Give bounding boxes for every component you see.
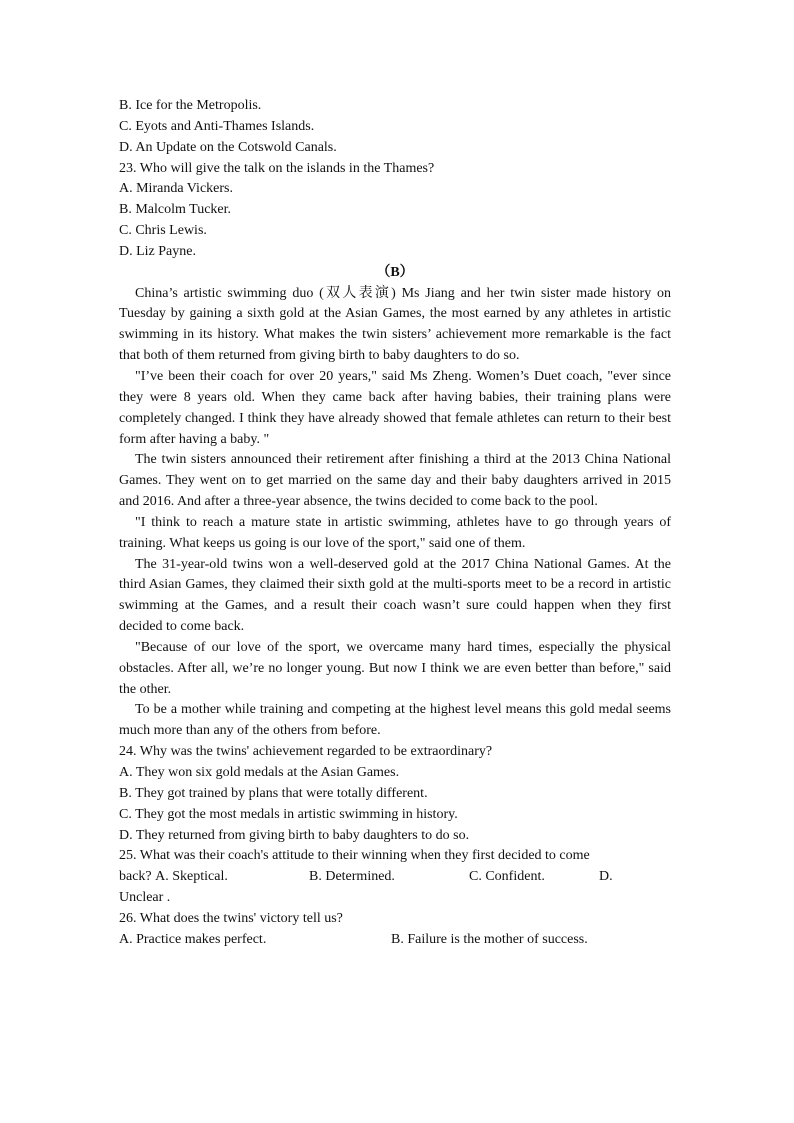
q24-option-c: C. They got the most medals in artistic swimming in history. — [119, 806, 458, 822]
passage-paragraph: To be a mother while training and competing at the highest level means this gold medal seems much more than any of the others from before. — [119, 702, 671, 739]
passage-paragraph: "Because of our love of the sport, we overcame many hard times, especially the physical obstacles. After all, we’re no longer young. But now I think we are even better than before," said the other. — [119, 639, 671, 697]
q22-option-b: B. Ice for the Metropolis. — [119, 98, 262, 113]
passage-paragraph: The twin sisters announced their retirement after finishing a third at the 2013 China National Games. They went on to get married on the same day and their baby daughters arrived in 2015 and 2016. And after a three-year absence, the twins decided to come back to the pool. — [119, 452, 671, 510]
q26-option-a: A. Practice makes perfect. — [119, 931, 267, 947]
q22-option-d: D. An Update on the Cotswold Canals. — [119, 139, 337, 155]
passage-paragraph: The 31-year-old twins won a well-deserved gold at the 2017 China National Games. At the third Asian Games, they claimed their sixth gold at the multi-sports meet to be a record in artistic swimming at the Games, and a result their coach wasn’t sure could happen when they first decided to come back. — [119, 556, 671, 635]
passage-paragraph: "I’ve been their coach for over 20 years," said Ms Zheng. Women’s Duet coach, "ever since they were 8 years old. When they came back after having babies, their training plans were completely changed. I think they have already showed that female athletes can return to their best form after having a baby. " — [119, 368, 671, 447]
q23-option-a: A. Miranda Vickers. — [119, 181, 233, 197]
q25-option-c: C. Confident. — [469, 869, 545, 885]
q26-question: 26. What does the twins' victory tell us? — [119, 910, 343, 926]
q25-option-d-text: Unclear . — [119, 890, 171, 906]
q25-options-row — [119, 867, 671, 888]
document-content — [119, 96, 671, 951]
q24-option-d: D. They returned from giving birth to baby daughters to do so. — [119, 827, 470, 843]
q24-option-b: B. They got trained by plans that were totally different. — [119, 785, 428, 801]
q24-question: 24. Why was the twins' achievement regarded to be extraordinary? — [119, 744, 493, 760]
q23-option-c: C. Chris Lewis. — [119, 223, 207, 239]
passage-paragraph: China’s artistic swimming duo (双人表演) Ms Jiang and her twin sister made history on Tuesday by gaining a sixth gold at the Asian Games, the most earned by any athletes in artistic swimming in its history. What makes the twin sisters’ achievement more remarkable is the fact that both of them returned from giving birth to baby daughters to do so. — [119, 285, 671, 364]
q23-option-d: D. Liz Payne. — [119, 243, 196, 259]
section-title: （B） — [376, 264, 414, 280]
q24-option-a: A. They won six gold medals at the Asian Games. — [119, 765, 400, 780]
q26-option-b: B. Failure is the mother of success. — [391, 931, 588, 947]
q26-options-row — [119, 930, 671, 951]
q23-option-b: B. Malcolm Tucker. — [119, 202, 232, 218]
q25-option-d: D. — [599, 869, 613, 885]
passage-paragraph: "I think to reach a mature state in artistic swimming, athletes have to go through years of training. What keeps us going is our love of the sport," said one of them. — [119, 514, 671, 551]
q22-option-c: C. Eyots and Anti-Thames Islands. — [119, 118, 315, 134]
q25-option-a: back? A. Skeptical. — [119, 869, 228, 885]
q25-question: 25. What was their coach's attitude to their winning when they first decided to come — [119, 848, 590, 864]
q23-question: 23. Who will give the talk on the islands in the Thames? — [119, 160, 435, 176]
q25-option-b: B. Determined. — [309, 869, 395, 885]
